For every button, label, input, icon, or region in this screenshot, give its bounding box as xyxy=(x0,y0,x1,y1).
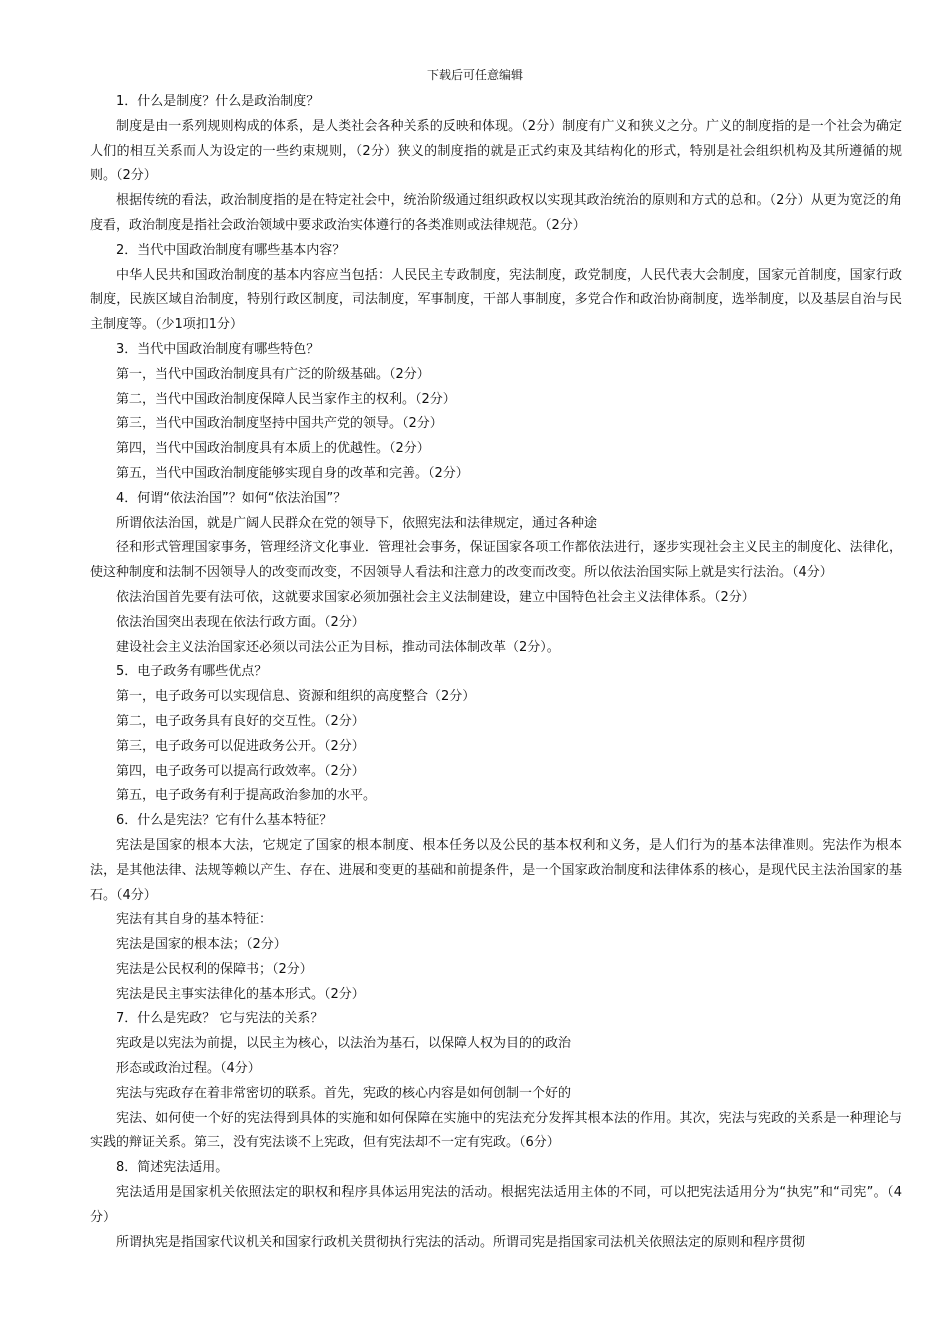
paragraph: 宪法是国家的根本法；（2分） xyxy=(116,937,287,953)
paragraph: 中华人民共和国政治制度的基本内容应当包括：人民民主专政制度，宪法制度，政党制度，人民代表大会制度，国家元首制度，国家行政制度，民族区域自治制度，特别行政区制度，司法制度，军事制度，干部人事制度，多党合作和政治协商制度，选举制度，以及基层自治与民主制度等。（少1项扣1分） xyxy=(90,267,902,333)
paragraph: 第二，当代中国政治制度保障人民当家作主的权利。（2分） xyxy=(116,391,456,407)
paragraph: 1．什么是制度？什么是政治制度？ xyxy=(116,94,320,109)
paragraph: 宪法是国家的根本大法，它规定了国家的根本制度、根本任务以及公民的基本权利和义务，是人们行为的基本法律准则。宪法作为根本法，是其他法律、法规等赖以产生、存在、进展和变更的基础和前提条件，是一个国家政治制度和法律体系的核心，是现代民主法治国家的基石。（4分） xyxy=(90,837,902,903)
paragraph: 7．什么是宪政？ 它与宪法的关系？ xyxy=(116,1011,324,1027)
paragraph: 依法治国突出表现在依法行政方面。（2分） xyxy=(116,614,365,630)
paragraph: 第一，电子政务可以实现信息、资源和组织的高度整合（2分） xyxy=(116,689,476,705)
page-header: 下载后可任意编辑 xyxy=(426,68,523,82)
paragraph: 宪法与宪政存在着非常密切的联系。首先，宪政的核心内容是如何创制一个好的 xyxy=(116,1085,572,1101)
paragraph: 6．什么是宪法？它有什么基本特征？ xyxy=(116,813,333,829)
paragraph: 宪法是公民权利的保障书；（2分） xyxy=(116,961,313,977)
paragraph: 8．简述宪法适用。 xyxy=(116,1160,229,1176)
paragraph: 宪法有其自身的基本特征： xyxy=(116,912,273,928)
paragraph: 宪法适用是国家机关依照法定的职权和程序具体运用宪法的活动。根据宪法适用主体的不同，可以把宪法适用分为“执宪”和“司宪”。（4分） xyxy=(90,1185,902,1225)
paragraph: 2．当代中国政治制度有哪些基本内容？ xyxy=(116,242,346,258)
paragraph: 宪政是以宪法为前提，以民主为核心，以法治为基石，以保障人权为目的的政治 xyxy=(116,1036,572,1052)
document-body xyxy=(90,90,902,1255)
paragraph: 第四，电子政务可以提高行政效率。（2分） xyxy=(116,763,365,779)
paragraph: 建设社会主义法治国家还必须以司法公正为目标，推动司法体制改革（2分）。 xyxy=(116,639,560,655)
paragraph: 第一，当代中国政治制度具有广泛的阶级基础。（2分） xyxy=(116,366,430,382)
paragraph: 所谓执宪是指国家代议机关和国家行政机关贯彻执行宪法的活动。所谓司宪是指国家司法机关依照法定的原则和程序贯彻 xyxy=(116,1234,806,1250)
paragraph: 根据传统的看法，政治制度指的是在特定社会中，统治阶级通过组织政权以实现其政治统治的原则和方式的总和。（2分）从更为宽泛的角度看，政治制度是指社会政治领域中要求政治实体遵行的各类准则或法律规范。（2分） xyxy=(90,193,902,233)
paragraph: 径和形式管理国家事务，管理经济文化事业．管理社会事务，保证国家各项工作都依法进行，逐步实现社会主义民主的制度化、法律化，使这种制度和法制不因领导人的改变而改变，不因领导人看法和注意力的改变而改变。所以依法治国实际上就是实行法治。（4分） xyxy=(90,540,902,581)
paragraph: 所谓依法治国，就是广阔人民群众在党的领导下，依照宪法和法律规定，通过各种途 xyxy=(116,515,598,531)
paragraph: 3．当代中国政治制度有哪些特色？ xyxy=(116,341,320,357)
paragraph: 第三，电子政务可以促进政务公开。（2分） xyxy=(116,738,365,754)
paragraph: 4．何谓“依法治国”？如何“依法治国”？ xyxy=(116,490,347,506)
paragraph: 宪法、如何使一个好的宪法得到具体的实施和如何保障在实施中的宪法充分发挥其根本法的作用。其次，宪法与宪政的关系是一种理论与实践的辩证关系。第三，没有宪法谈不上宪政，但有宪法却不一定有宪政。（6分） xyxy=(90,1110,902,1151)
paragraph: 形态或政治过程。（4分） xyxy=(116,1061,261,1077)
paragraph: 宪法是民主事实法律化的基本形式。（2分） xyxy=(116,986,365,1002)
paragraph: 第四，当代中国政治制度具有本质上的优越性。（2分） xyxy=(116,441,430,457)
paragraph: 制度是由一系列规则构成的体系，是人类社会各种关系的反映和体现。（2分）制度有广义和狭义之分。广义的制度指的是一个社会为确定人们的相互关系而人为设定的一些约束规则，（2分）狭义的制度指的就是正式约束及其结构化的形式，特别是社会组织机构及其所遵循的规则。（2分） xyxy=(90,118,902,184)
paragraph: 第五，当代中国政治制度能够实现自身的改革和完善。（2分） xyxy=(116,465,469,481)
paragraph: 5．电子政务有哪些优点？ xyxy=(116,664,268,680)
paragraph: 第二，电子政务具有良好的交互性。（2分） xyxy=(116,713,365,729)
paragraph: 第三，当代中国政治制度坚持中国共产党的领导。（2分） xyxy=(116,416,443,432)
paragraph: 依法治国首先要有法可依，这就要求国家必须加强社会主义法制建设，建立中国特色社会主义法律体系。（2分） xyxy=(116,589,755,605)
paragraph: 第五，电子政务有利于提高政治参加的水平。 xyxy=(116,788,377,804)
